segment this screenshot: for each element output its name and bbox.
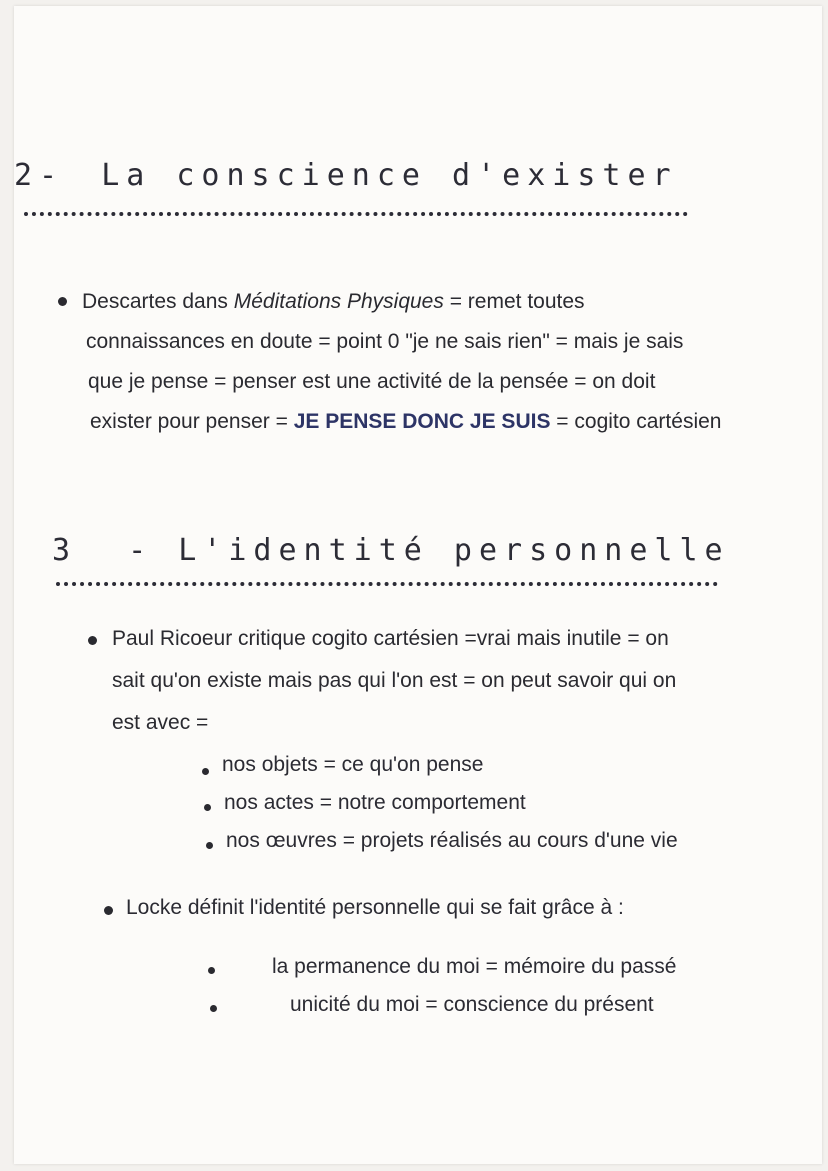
sub-bullet-dot	[210, 1005, 217, 1012]
sub-bullet-dot	[208, 967, 215, 974]
ricoeur-line-2: sait qu'on existe mais pas qui l'on est = on peut savoir qui on	[112, 669, 677, 692]
sub-bullet-dot	[206, 842, 213, 849]
sub-item-objets: nos objets = ce qu'on pense	[222, 753, 484, 776]
section-3-heading	[52, 533, 730, 568]
descartes-text: = remet toutes	[443, 290, 585, 313]
descartes-text: exister pour penser =	[90, 410, 294, 433]
section-2-dotted-rule	[24, 212, 688, 216]
ricoeur-line-3: est avec =	[112, 711, 209, 734]
section-2-number: 2-	[14, 158, 65, 193]
cogito-phrase: JE PENSE DONC JE SUIS	[293, 410, 551, 433]
section-2-title: La conscience d'exister	[101, 158, 678, 193]
section-2-heading	[14, 158, 678, 193]
sub-item-actes: nos actes = notre comportement	[224, 791, 526, 814]
locke-paragraph: Locke définit l'identité personnelle qui se fait grâce à :	[126, 896, 624, 919]
book-title: Méditations Physiques	[233, 290, 444, 313]
section-3-title: - L'identité personnelle	[128, 533, 730, 568]
sub-bullet-dot	[202, 768, 209, 775]
section-3-number: 3	[52, 533, 78, 568]
sub-bullet-dot	[204, 804, 211, 811]
locke-item-permanence: la permanence du moi = mémoire du passé	[272, 955, 677, 978]
descartes-text: = cogito cartésien	[550, 410, 722, 433]
descartes-paragraph	[82, 282, 721, 442]
descartes-line-4	[90, 402, 721, 442]
section-3-dotted-rule	[56, 582, 718, 586]
descartes-line-2: connaissances en doute = point 0 "je ne sais rien" = mais je sais	[86, 330, 684, 353]
bullet-dot	[58, 297, 67, 306]
descartes-line-3: que je pense = penser est une activité de la pensée = on doit	[88, 370, 656, 393]
sub-item-oeuvres: nos œuvres = projets réalisés au cours d'une vie	[226, 829, 678, 852]
descartes-line-1	[82, 282, 721, 322]
locke-item-unicite: unicité du moi = conscience du présent	[290, 993, 654, 1016]
bullet-dot	[88, 636, 97, 645]
ricoeur-line-1: Paul Ricoeur critique cogito cartésien =vrai mais inutile = on	[112, 627, 669, 650]
bullet-dot	[104, 906, 113, 915]
descartes-text: Descartes dans	[82, 290, 234, 313]
ricoeur-paragraph	[112, 618, 676, 744]
